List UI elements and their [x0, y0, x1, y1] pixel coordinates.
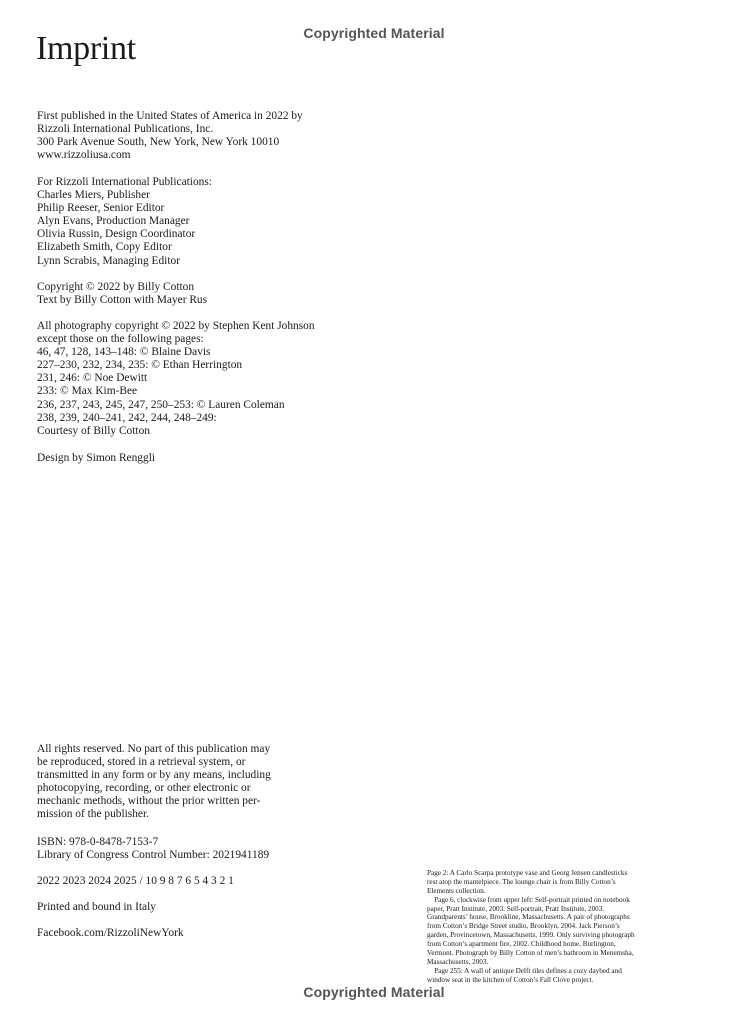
rights-notice [37, 743, 271, 822]
caption-line: Grandparents’ house, Brookline, Massachusetts. A pair of photographs [427, 913, 630, 922]
rights-line: mechanic methods, without the prior written per- [37, 795, 261, 808]
rights-line: be reproduced, stored in a retrieval system, or [37, 756, 246, 769]
isbn-block [37, 836, 269, 862]
staff-line: Elizabeth Smith, Copy Editor [37, 241, 172, 254]
caption-line: Massachusetts, 2003. [427, 957, 489, 966]
staff-credits [37, 176, 212, 268]
caption-line: Page 255: A wall of antique Delft tiles defines a cozy daybed and [427, 966, 622, 975]
copyright-line: Copyright © 2022 by Billy Cotton [37, 281, 195, 293]
rights-line: photocopying, recording, or other electronic or [37, 782, 251, 795]
facebook-line: Facebook.com/RizzoliNewYork [37, 927, 184, 939]
publication-line: Rizzoli International Publications, Inc. [37, 123, 214, 136]
watermark-bottom: Copyrighted Material [303, 984, 445, 1000]
rights-line: mission of the publisher. [37, 808, 150, 821]
design-line: Design by Simon Renggli [37, 452, 156, 464]
facebook-link [37, 927, 184, 940]
publication-line: First published in the United States of America in 2022 by [37, 110, 303, 122]
photo-credit-line: except those on the following pages: [37, 333, 204, 346]
photo-credit-line: Courtesy of Billy Cotton [37, 424, 150, 437]
caption-line: paper, Pratt Institute, 2003. Self-portrait, Pratt Institute, 2003. [427, 904, 605, 913]
printed-in [37, 901, 156, 914]
caption-line: rest atop the mantelpiece. The lounge chair is from Billy Cotton’s [427, 877, 616, 886]
photo-credit-line: 233: © Max Kim-Bee [37, 385, 138, 398]
rights-line: transmitted in any form or by any means, including [37, 769, 271, 782]
photo-credit-line: 236, 237, 243, 245, 247, 250–253: © Lauren Coleman [37, 398, 285, 411]
photo-credit-line: 227–230, 232, 234, 235: © Ethan Herrington [37, 359, 243, 372]
photography-credits [37, 320, 315, 438]
staff-line: Philip Reeser, Senior Editor [37, 202, 165, 215]
photo-credit-line: All photography copyright © 2022 by Stephen Kent Johnson [37, 320, 315, 332]
print-numbers [37, 875, 234, 888]
photo-credit-line: 231, 246: © Noe Dewitt [37, 372, 148, 385]
publication-line: 300 Park Avenue South, New York, New York 10010 [37, 136, 280, 149]
staff-heading: For Rizzoli International Publications: [37, 176, 212, 188]
caption-line: Elements collection. [427, 886, 486, 895]
photo-credit-line: 46, 47, 128, 143–148: © Blaine Davis [37, 346, 211, 359]
caption-line: garden, Provincetown, Massachusetts, 1999. Only surviving photograph [427, 931, 635, 940]
caption-line: from Cotton’s Bridge Street studio, Brooklyn, 2004. Jack Pierson’s [427, 922, 620, 931]
photo-credit-line: 238, 239, 240–241, 242, 244, 248–249: [37, 411, 217, 424]
publication-block [37, 110, 303, 162]
caption-line: from Cotton’s apartment fire, 2002. Childhood home, Burlington, [427, 940, 616, 949]
publication-url: www.rizzoliusa.com [37, 149, 131, 162]
copyright-line: Text by Billy Cotton with Mayer Rus [37, 294, 208, 307]
page-title: Imprint [36, 30, 136, 67]
staff-line: Charles Miers, Publisher [37, 189, 150, 202]
caption-line: window seat in the kitchen of Cotton’s Fall Clove project. [427, 975, 594, 984]
watermark-top: Copyrighted Material [303, 25, 445, 41]
caption-line: Page 2: A Carlo Scarpa prototype vase and Georg Jensen candlesticks [427, 869, 628, 877]
printed-line: Printed and bound in Italy [37, 901, 156, 913]
staff-line: Lynn Scrabis, Managing Editor [37, 254, 180, 267]
staff-line: Alyn Evans, Production Manager [37, 215, 190, 228]
caption-line: Vermont. Photograph by Billy Cotton of men’s bathroom in Menemsha, [427, 949, 634, 958]
rights-line: All rights reserved. No part of this publication may [37, 743, 271, 755]
isbn-line: ISBN: 978-0-8478-7153-7 [37, 836, 159, 848]
print-numbers-line: 2022 2023 2024 2025 / 10 9 8 7 6 5 4 3 2 1 [37, 875, 234, 887]
copyright-block [37, 281, 207, 307]
staff-line: Olivia Russin, Design Coordinator [37, 228, 196, 241]
lccn-line: Library of Congress Control Number: 2021941189 [37, 849, 270, 862]
photo-captions [427, 869, 679, 985]
design-credit [37, 452, 155, 465]
caption-line: Page 6, clockwise from upper left: Self-portrait printed on notebook [427, 895, 630, 904]
